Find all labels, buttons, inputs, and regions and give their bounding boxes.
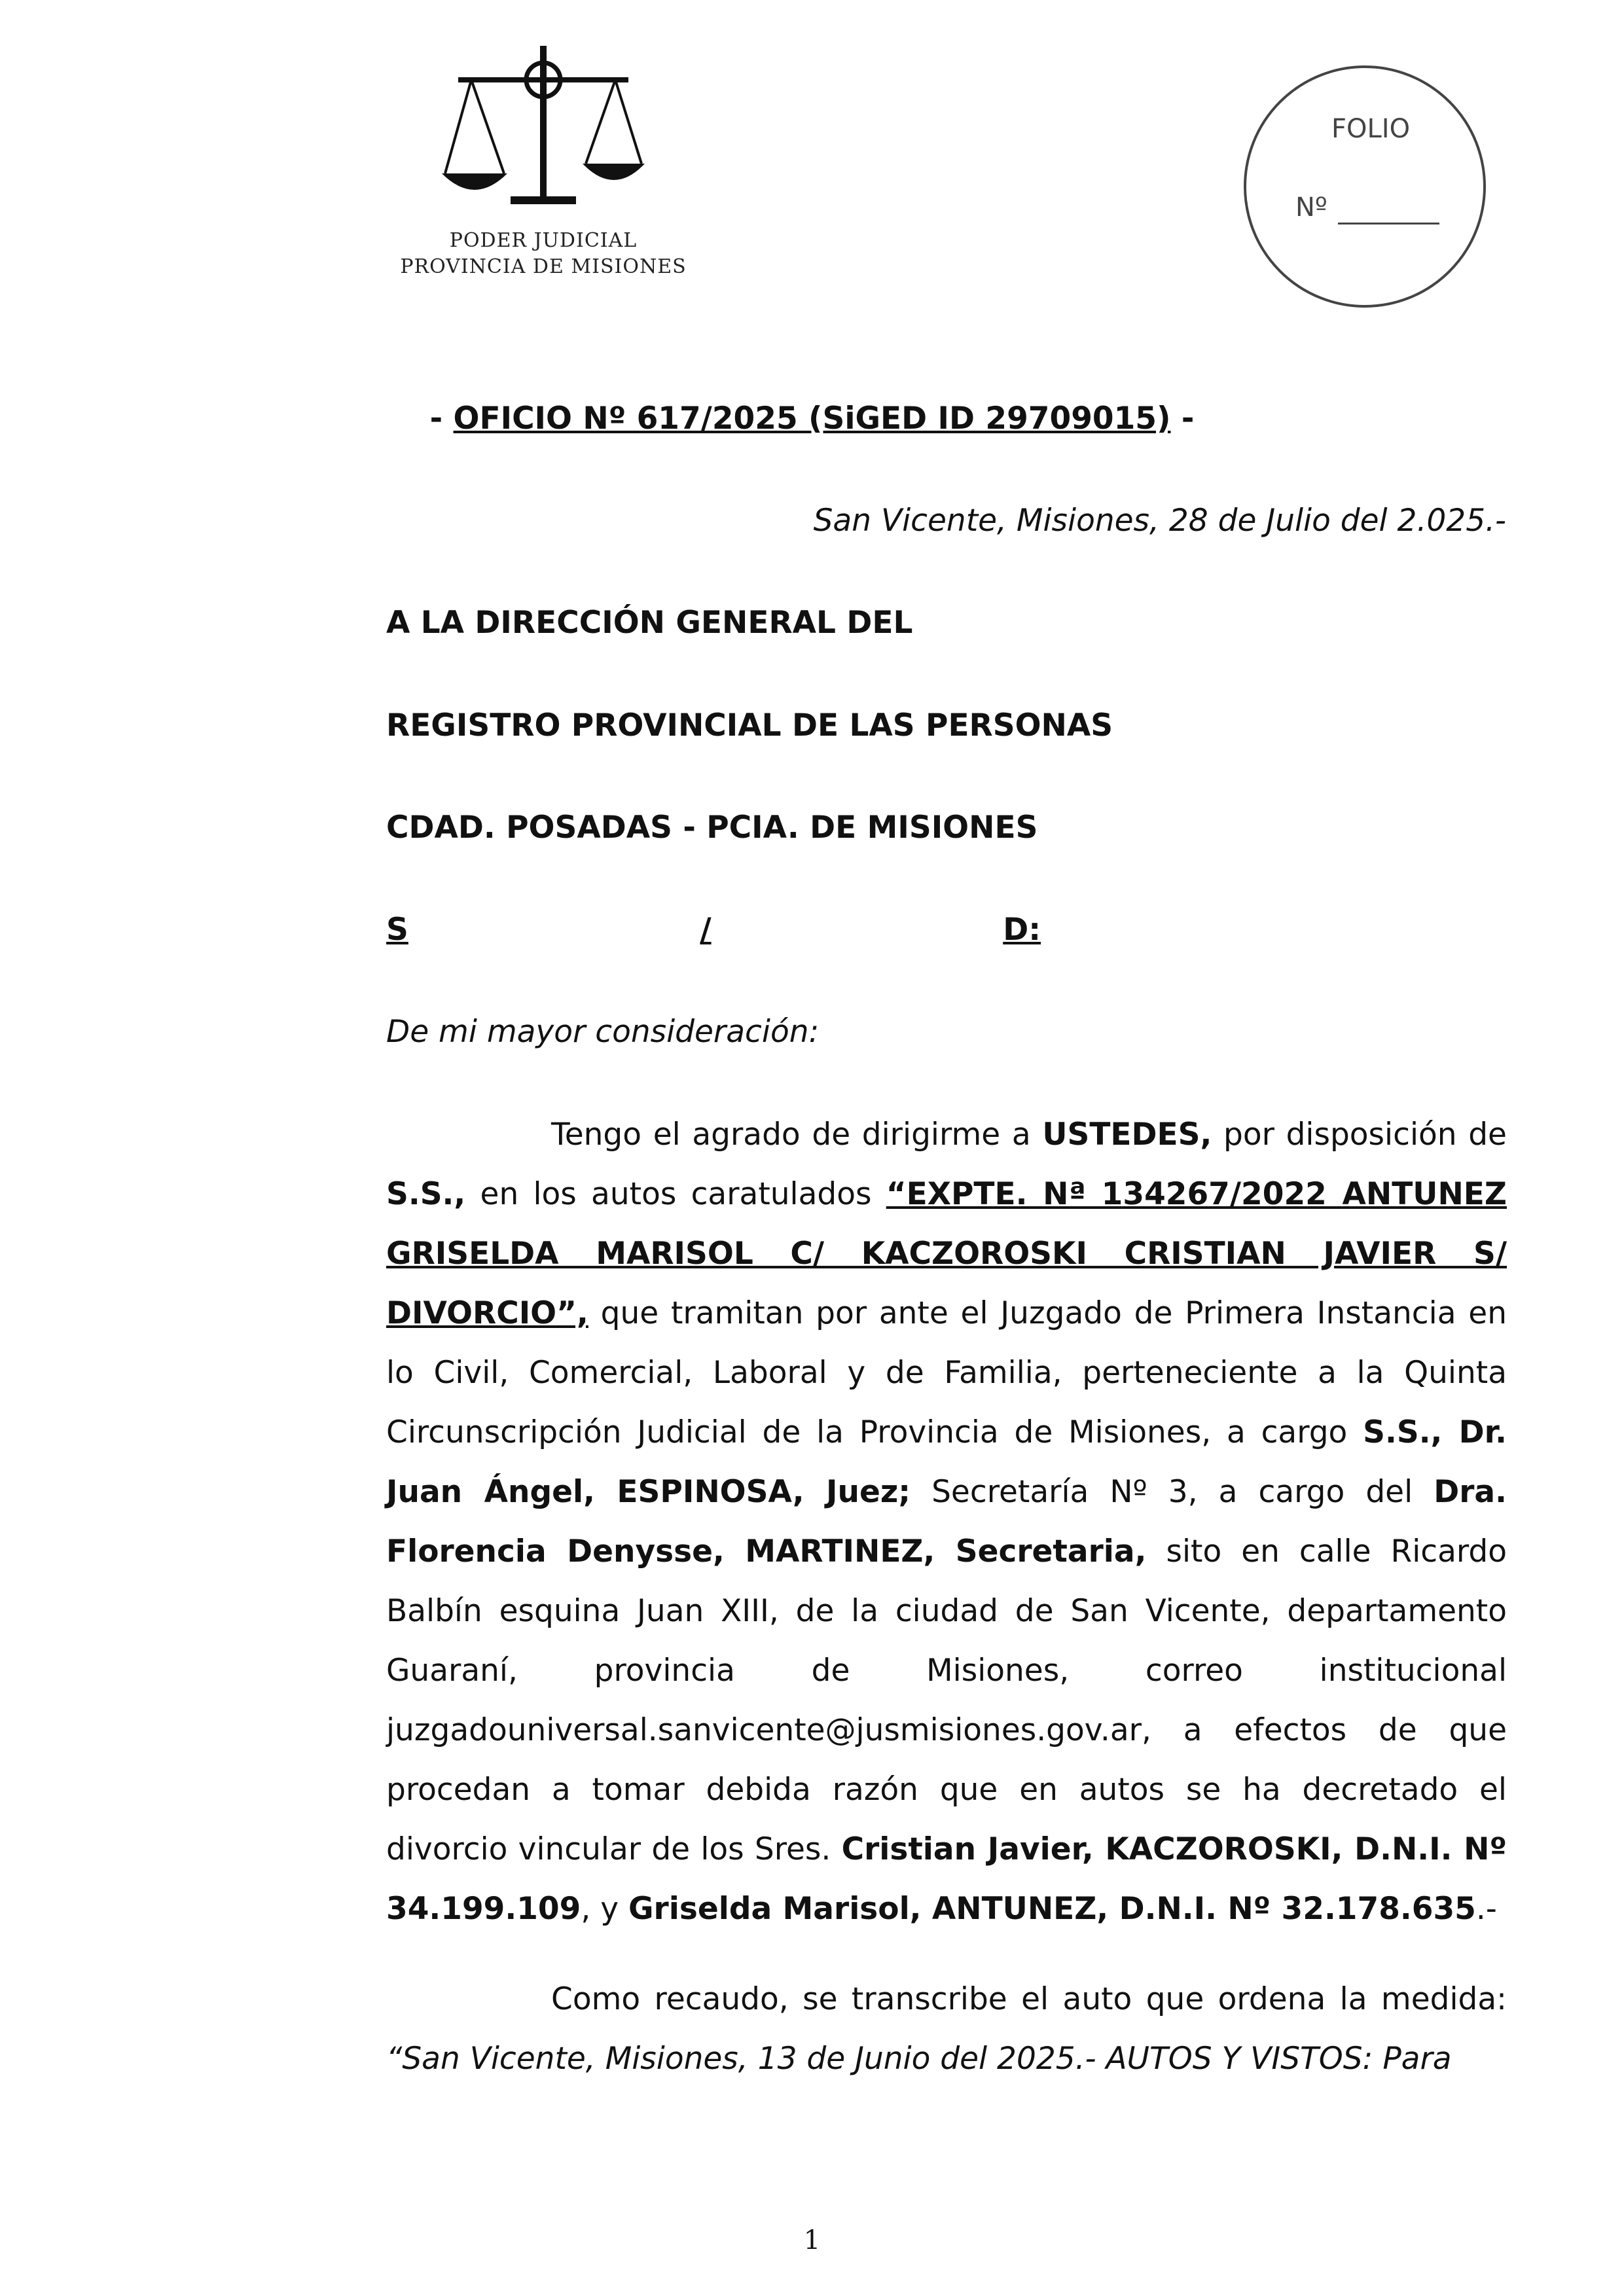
addressee-line-2: REGISTRO PROVINCIAL DE LAS PERSONAS	[386, 708, 1113, 744]
poder-judicial-emblem	[393, 39, 694, 295]
party-2: Griselda Marisol, ANTUNEZ, D.N.I. Nº 32.178.635	[628, 1891, 1476, 1927]
scales-of-justice-icon	[432, 39, 655, 223]
case-caption: “EXPTE. Nª 134267/2022 ANTUNEZ GRISELDA MARISOL C/ KACZOROSKI CRISTIAN JAVIER S/ DIVORCIO”,	[386, 1176, 1507, 1331]
emblem-text-line1: PODER JUDICIAL	[449, 229, 638, 252]
sd-s: S	[386, 912, 408, 948]
folio-stamp	[1244, 65, 1486, 308]
p1-run-7: que tramitan por ante el Juzgado de Primera Instancia en lo Civil, Comercial, Laboral y de Familia, perteneciente a la Quinta Circunscripción Judicial de la Provincia de Misiones, a cargo	[386, 1295, 1507, 1450]
folio-number-blank	[1338, 223, 1439, 224]
title-suffix: -	[1170, 401, 1195, 437]
party-1: Cristian Javier, KACZOROSKI, D.N.I. Nº 34.199.109	[386, 1831, 1507, 1927]
page-number: 1	[803, 2225, 821, 2255]
p1-run-15: .-	[1475, 1891, 1497, 1927]
p1-run-3: por disposición de	[1212, 1117, 1507, 1153]
title-prefix: -	[429, 401, 454, 437]
sd-d: D:	[1003, 912, 1041, 948]
p1-run-13: , y	[581, 1891, 628, 1927]
p1-run-4: S.S.,	[386, 1176, 466, 1212]
p2-quote: “San Vicente, Misiones, 13 de Junio del 2025.- AUTOS Y VISTOS: Para	[386, 2041, 1452, 2077]
document-title	[0, 401, 1624, 437]
judge-name: S.S., Dr. Juan Ángel, ESPINOSA, Juez;	[386, 1414, 1507, 1510]
p1-run-2: USTEDES,	[1042, 1117, 1212, 1153]
body-paragraph-1	[386, 1105, 1507, 1939]
p1-run-5: en los autos caratulados	[465, 1176, 886, 1212]
p1-run-9: Secretaría Nº 3, a cargo del	[911, 1474, 1434, 1510]
folio-label: FOLIO	[1331, 114, 1411, 144]
p2-run-1: Como recaudo, se transcribe el auto que ordena la medida:	[551, 1981, 1507, 2017]
p1-run-11: sito en calle Ricardo Balbín esquina Juan XIII, de la ciudad de San Vicente, departamento Guaraní, provincia de Misiones, correo institucional juzgadouniversal.sanvicente@jusmisiones.gov.ar, a efectos de que procedan a tomar debida razón que en autos se ha decretado el divorcio vincular de los Sres.	[386, 1534, 1507, 1867]
emblem-text-line2: PROVINCIA DE MISIONES	[400, 255, 687, 278]
sd-line	[386, 912, 1041, 948]
secretary-name: Dra. Florencia Denysse, MARTINEZ, Secretaria,	[386, 1474, 1507, 1570]
p1-run-1: Tengo el agrado de dirigirme a	[551, 1117, 1043, 1153]
folio-number-label: Nº	[1295, 192, 1327, 223]
title-main: OFICIO Nº 617/2025 (SiGED ID 29709015)	[453, 401, 1171, 437]
greeting: De mi mayor consideración:	[386, 1014, 820, 1050]
addressee-line-3: CDAD. POSADAS - PCIA. DE MISIONES	[386, 810, 1038, 846]
addressee-line-1: A LA DIRECCIÓN GENERAL DEL	[386, 605, 913, 641]
sd-slash: /	[700, 912, 712, 948]
dateline: San Vicente, Misiones, 28 de Julio del 2.025.-	[813, 503, 1506, 539]
body-paragraph-2	[386, 1969, 1507, 2089]
